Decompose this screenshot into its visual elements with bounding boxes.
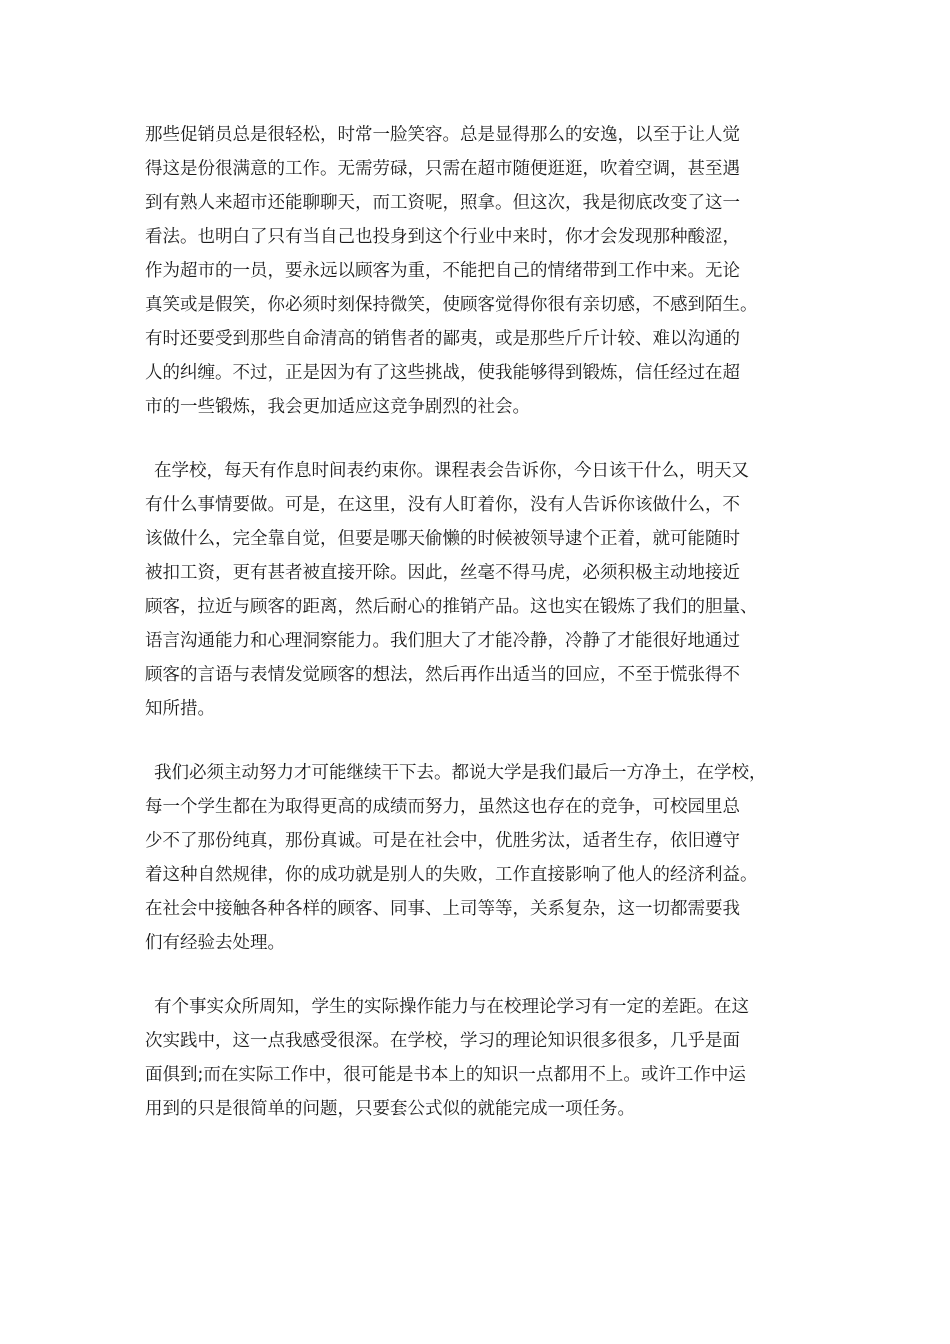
text-line: 被扣工资，更有甚者被直接开除。因此，丝毫不得马虎，必须积极主动地接近 — [145, 563, 740, 583]
text-line: 有个事实众所周知，学生的实际操作能力与在校理论学习有一定的差距。在这 — [154, 997, 749, 1017]
text-line: 有什么事情要做。可是，在这里，没有人盯着你，没有人告诉你该做什么，不 — [145, 495, 740, 515]
paragraph-1 — [145, 118, 810, 424]
text-line: 每一个学生都在为取得更高的成绩而努力，虽然这也存在的竞争，可校园里总 — [145, 797, 740, 817]
paragraph-3 — [145, 756, 810, 960]
paragraph-4 — [145, 990, 810, 1126]
text-line: 有时还要受到那些自命清高的销售者的鄙夷，或是那些斤斤计较、难以沟通的 — [145, 329, 740, 349]
text-line: 面俱到;而在实际工作中，很可能是书本上的知识一点都用不上。或许工作中运 — [145, 1065, 746, 1085]
text-line: 语言沟通能力和心理洞察能力。我们胆大了才能冷静，冷静了才能很好地通过 — [145, 631, 740, 651]
text-line: 真笑或是假笑，你必须时刻保持微笑，使顾客觉得你很有亲切感，不感到陌生。 — [145, 295, 758, 315]
text-line: 看法。也明白了只有当自己也投身到这个行业中来时，你才会发现那种酸涩， — [145, 227, 740, 247]
text-line: 作为超市的一员，要永远以顾客为重，不能把自己的情绪带到工作中来。无论 — [145, 261, 740, 281]
text-line: 少不了那份纯真，那份真诚。可是在社会中，优胜劣汰，适者生存，依旧遵守 — [145, 831, 740, 851]
text-line: 用到的只是很简单的问题，只要套公式似的就能完成一项任务。 — [145, 1099, 635, 1119]
text-line: 到有熟人来超市还能聊聊天，而工资呢，照拿。但这次，我是彻底改变了这一 — [145, 193, 740, 213]
text-line: 知所措。 — [145, 699, 215, 719]
text-line: 顾客的言语与表情发觉顾客的想法，然后再作出适当的回应，不至于慌张得不 — [145, 665, 740, 685]
text-line: 在社会中接触各种各样的顾客、同事、上司等等，关系复杂，这一切都需要我 — [145, 899, 740, 919]
text-line: 在学校，每天有作息时间表约束你。课程表会告诉你，今日该干什么，明天又 — [154, 461, 749, 481]
text-line: 市的一些锻炼，我会更加适应这竞争剧烈的社会。 — [145, 397, 530, 417]
document-body — [145, 118, 810, 1156]
paragraph-2 — [145, 454, 810, 726]
text-line: 们有经验去处理。 — [145, 933, 285, 953]
text-line: 该做什么，完全靠自觉，但要是哪天偷懒的时候被领导逮个正着，就可能随时 — [145, 529, 740, 549]
text-line: 顾客，拉近与顾客的距离，然后耐心的推销产品。这也实在锻炼了我们的胆量、 — [145, 597, 758, 617]
text-line: 我们必须主动努力才可能继续干下去。都说大学是我们最后一方净土，在学校， — [154, 763, 767, 783]
text-line: 着这种自然规律，你的成功就是别人的失败，工作直接影响了他人的经济利益。 — [145, 865, 758, 885]
text-line: 次实践中，这一点我感受很深。在学校，学习的理论知识很多很多，几乎是面 — [145, 1031, 740, 1051]
text-line: 那些促销员总是很轻松，时常一脸笑容。总是显得那么的安逸，以至于让人觉 — [145, 125, 740, 145]
text-line: 得这是份很满意的工作。无需劳碌，只需在超市随便逛逛，吹着空调，甚至遇 — [145, 159, 740, 179]
text-line: 人的纠缠。不过，正是因为有了这些挑战，使我能够得到锻炼，信任经过在超 — [145, 363, 740, 383]
